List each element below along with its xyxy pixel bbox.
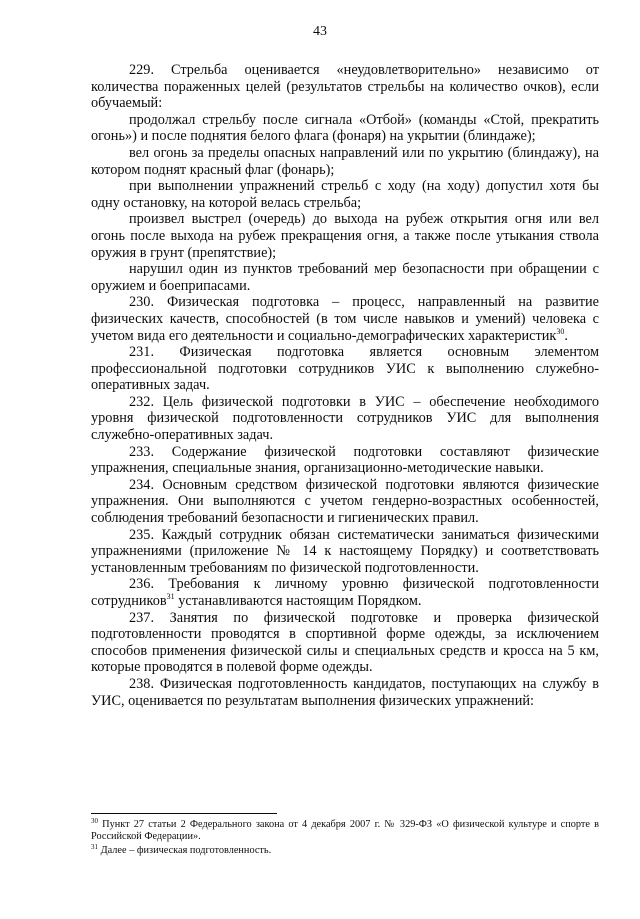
paragraph-233: 233. Содержание физической подготовки составляют физические упражнения, специальные знания, организационно-методические навыки. [91, 443, 599, 477]
paragraph-234: 234. Основным средством физической подготовки являются физические упражнения. Они выполняются с учетом гендерно-возрастных особенностей, соблюдения требований безопасности и гигиенических правил. [91, 476, 599, 527]
paragraph-item-4: произвел выстрел (очередь) до выхода на рубеж открытия огня или вел огонь после выхода на рубеж прекращения огня, а также после утыкания ствола оружия в грунт (препятствие); [91, 211, 599, 261]
body-text [91, 62, 599, 709]
footnotes [91, 819, 599, 860]
paragraph-229: 229. Стрельба оценивается «неудовлетворительно» независимо от количества пораженных целей (результатов стрельбы на количество очков), если обучаемый: [91, 62, 599, 112]
footnote-mark-30: 30 [91, 817, 98, 825]
footnote-ref-31: 31 [166, 592, 175, 601]
paragraph-236-text: 236. Требования к личному уровню физической подготовленности сотрудников [91, 576, 599, 609]
paragraph-235: 235. Каждый сотрудник обязан систематически заниматься физическими упражнениями (приложение № 14 к настоящему Порядку) и соответствовать установленным требованиям по физической подготовленности. [91, 526, 599, 576]
footnote-31 [91, 845, 599, 857]
footnote-ref-30: 30 [556, 326, 565, 336]
footnote-separator [91, 813, 277, 814]
paragraph-231: 231. Физическая подготовка является основным элементом профессиональной подготовки сотрудников УИС к выполнению служебно-оперативных задач. [91, 344, 599, 394]
paragraph-236-tail: устанавливаются настоящим Порядком. [174, 593, 422, 609]
paragraph-230-tail: . [564, 327, 568, 344]
paragraph-item-3: при выполнении упражнений стрельб с ходу (на ходу) допустил хотя бы одну остановку, на которой велась стрельба; [91, 178, 599, 211]
footnote-mark-31: 31 [91, 843, 98, 852]
paragraph-237: 237. Занятия по физической подготовке и проверка физической подготовленности проводятся в спортивной форме одежды, за исключением способов применения физической силы и специальных средств и кросса на 5 км, которые проводятся в полевой форме одежды. [91, 609, 599, 676]
paragraph-238: 238. Физическая подготовленность кандидатов, поступающих на службу в УИС, оценивается по результатам выполнения физических упражнений: [91, 675, 599, 709]
paragraph-230 [91, 294, 599, 344]
paragraph-230-text: 230. Физическая подготовка – процесс, направленный на развитие физических качеств, способностей (в том числе навыков и умений) человека с учетом вида его деятельности и социально-демографических характеристик [91, 294, 599, 344]
footnote-30-text: Пункт 27 статьи 2 Федерального закона от 4 декабря 2007 г. № 329-ФЗ «О физической культуре и спорте в Российской Федерации». [91, 819, 599, 843]
paragraph-232: 232. Цель физической подготовки в УИС – обеспечение необходимого уровня физической подготовленности сотрудников УИС для выполнения служебно-оперативных задач. [91, 393, 599, 444]
paragraph-item-1: продолжал стрельбу после сигнала «Отбой» (команды «Стой, прекратить огонь») и после поднятия белого флага (фонаря) на укрытии (блиндаже); [91, 111, 599, 145]
footnote-31-text: Далее – физическая подготовленность. [98, 845, 272, 857]
paragraph-236 [91, 576, 599, 609]
page-number: 43 [313, 24, 327, 39]
paragraph-item-5: нарушил один из пунктов требований мер безопасности при обращении с оружием и боеприпасами. [91, 261, 599, 294]
paragraph-item-2: вел огонь за пределы опасных направлений или по укрытию (блиндажу), на котором поднят красный флаг (фонарь); [91, 144, 599, 178]
footnote-30 [91, 819, 599, 843]
